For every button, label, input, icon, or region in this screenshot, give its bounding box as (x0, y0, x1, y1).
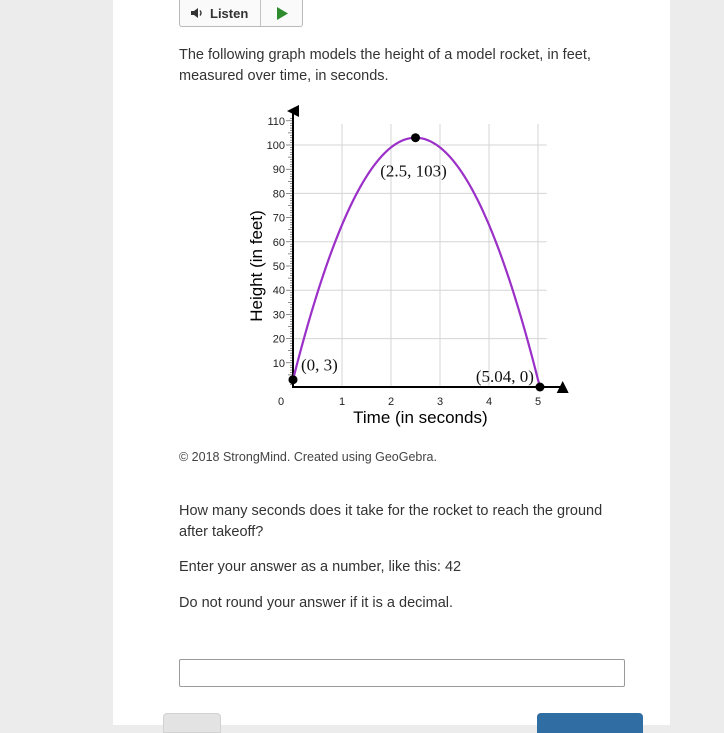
x-tick-label: 1 (338, 396, 346, 408)
question-note: Do not round your answer if it is a decimal. (179, 595, 454, 611)
y-tick-label: 70 (272, 212, 285, 225)
listen-button[interactable] (180, 0, 261, 26)
y-tick-label: 30 (272, 309, 285, 322)
play-icon (276, 7, 288, 20)
submit-button[interactable] (537, 713, 643, 733)
y-tick-label: 80 (272, 188, 285, 201)
y-tick-label: 60 (272, 236, 285, 249)
y-tick-label: 110 (267, 115, 285, 128)
y-tick-label: 50 (272, 261, 285, 273)
speaker-icon (190, 7, 204, 19)
x-tick-label: 3 (436, 396, 444, 408)
x-tick-label: 0 (277, 396, 285, 408)
question-prompt: How many seconds does it take for the rocket to reach the ground after takeoff? (179, 503, 603, 540)
y-tick-label: 20 (272, 333, 285, 346)
play-button[interactable] (261, 0, 302, 26)
x-axis-title: Time (in seconds) (353, 408, 488, 427)
point-label: (0, 3) (301, 355, 338, 375)
x-tick-label: 4 (485, 396, 493, 408)
listen-label: Listen (210, 5, 249, 21)
answer-input[interactable] (179, 659, 625, 687)
audio-toolbar (179, 0, 303, 27)
y-tick-label: 10 (272, 357, 285, 370)
content-panel (113, 0, 670, 725)
question-instruction: Enter your answer as a number, like this: 42 (179, 559, 462, 575)
y-tick-label: 40 (272, 285, 285, 298)
question-intro: The following graph models the height of a model rocket, in feet, measured over time, in seconds. (179, 47, 591, 84)
back-button[interactable] (163, 713, 221, 733)
x-tick-label: 5 (534, 396, 542, 408)
x-tick-label: 2 (387, 396, 395, 408)
point-label: (5.04, 0) (475, 367, 534, 386)
y-tick-label: 90 (272, 164, 285, 177)
y-axis-title: Height (in feet) (247, 210, 266, 322)
copyright-credit: © 2018 StrongMind. Created using GeoGebra. (179, 450, 437, 464)
point-label: (2.5, 103) (380, 161, 447, 181)
y-tick-label: 100 (266, 140, 285, 152)
